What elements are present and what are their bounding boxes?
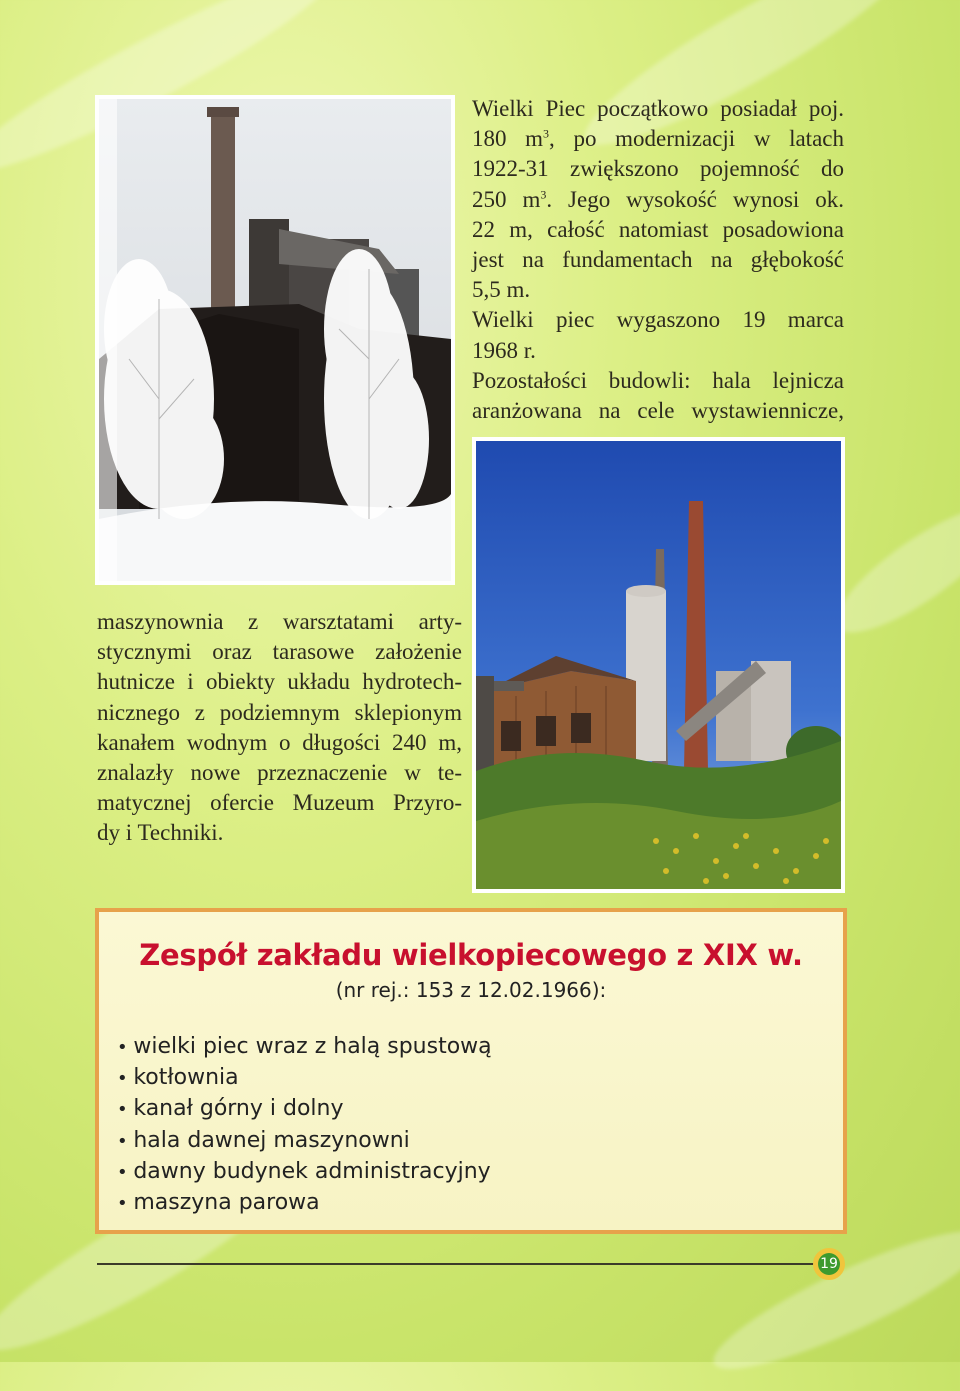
text-line: 1968 r. bbox=[472, 337, 536, 363]
page-number: 19 bbox=[818, 1253, 840, 1275]
text-line: hutnicze i obiekty układu hydrotech- bbox=[97, 669, 462, 695]
text-line: maszynownia z warsztatami arty- bbox=[97, 609, 462, 634]
list-item: • kanał górny i dolny bbox=[117, 1094, 492, 1125]
text-line: Wielki piec wygaszono 19 marca bbox=[472, 307, 844, 333]
text-line: 5,5 m. bbox=[472, 277, 531, 303]
text-line: nicznego z podziemnym sklepionym bbox=[97, 699, 462, 725]
background-streak bbox=[701, 1209, 960, 1390]
footer-rule bbox=[97, 1263, 817, 1265]
text-line: Wielki Piec początkowo posiadał poj. bbox=[472, 96, 844, 121]
list-item: • dawny budynek administracyjny bbox=[117, 1157, 492, 1188]
box-subtitle: (nr rej.: 153 z 12.02.1966): bbox=[335, 978, 607, 1002]
text-line: 1922-31 zwiększono pojemność do bbox=[472, 156, 844, 182]
list-item: • wielki piec wraz z halą spustową bbox=[117, 1032, 492, 1063]
summer-ironworks-illustration bbox=[476, 441, 841, 889]
paragraph-bottom bbox=[97, 607, 462, 849]
list-item: • kotłownia bbox=[117, 1063, 492, 1094]
photo-winter-blast-furnace bbox=[95, 95, 455, 585]
text-line: stycznymi oraz tarasowe założenie bbox=[97, 639, 462, 665]
text-line: kanałem wodnym o długości 240 m, bbox=[97, 729, 462, 755]
monument-list bbox=[117, 1032, 492, 1219]
text-line: matycznej ofercie Muzeum Przyro- bbox=[97, 790, 462, 816]
box-title: Zespół zakładu wielkopiecowego z XIX w. bbox=[139, 938, 803, 972]
text-line: 22 m, całość natomiast posadowiona bbox=[472, 216, 844, 242]
text-line: 250 $m^3$. Jego wysokość wynosi ok. bbox=[472, 186, 844, 212]
winter-furnace-illustration bbox=[99, 99, 451, 581]
monument-register-box bbox=[95, 908, 847, 1234]
text-line: aranżowana na cele wystawiennicze, bbox=[472, 398, 844, 424]
list-item: • maszyna parowa bbox=[117, 1188, 492, 1219]
text-line: dy i Techniki. bbox=[97, 820, 224, 846]
text-line: jest na fundamentach na głębokość bbox=[472, 247, 844, 273]
list-item: • hala dawnej maszynowni bbox=[117, 1126, 492, 1157]
text-line: 180 $m^3$, po modernizacji w latach bbox=[472, 126, 844, 152]
paragraph-top bbox=[472, 94, 844, 426]
text-line: znalazły nowe przeznaczenie w te- bbox=[97, 760, 462, 786]
text-line: Pozostałości budowli: hala lejnicza bbox=[472, 367, 844, 393]
page-number-badge bbox=[813, 1248, 845, 1280]
photo-summer-ironworks bbox=[472, 437, 845, 893]
